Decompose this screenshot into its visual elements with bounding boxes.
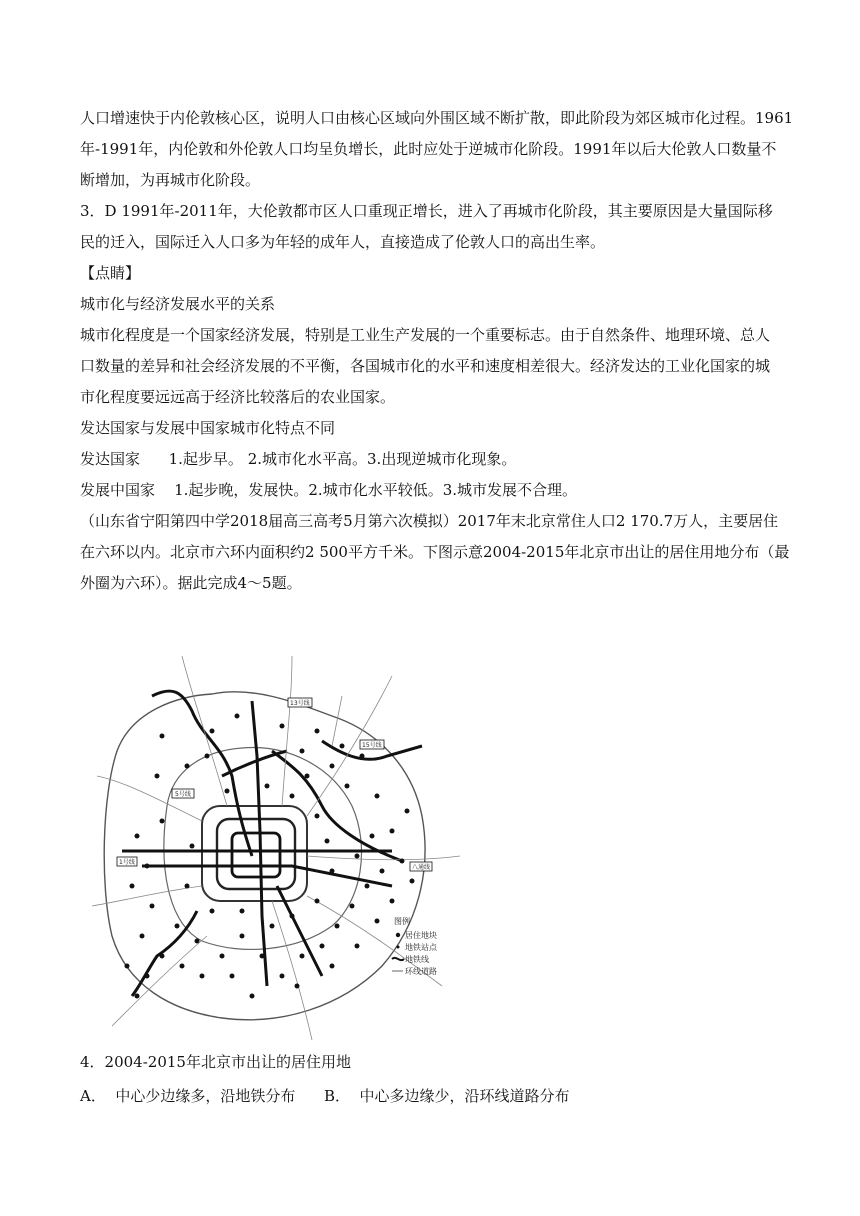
text-line: 人口增速快于内伦敦核心区，说明人口由核心区域向外围区域不断扩散，即此阶段为郊区城市化过程。1961 <box>80 109 794 127</box>
legend-item: 环线道路 <box>405 967 437 976</box>
station-label: 1号线 <box>119 859 135 866</box>
station-label: 八通线 <box>412 864 431 871</box>
paragraph-urbanization-economy <box>80 320 785 413</box>
map-legend <box>392 916 438 976</box>
text-line: 民的迁入，国际迁入人口多为年轻的成年人，直接造成了伦敦人口的高出生率。 <box>80 233 606 251</box>
beijing-residential-land-map <box>92 656 462 1040</box>
paragraph-answer-3 <box>80 196 785 258</box>
text-line: 市化程度要远远高于经济比较落后的农业国家。 <box>80 388 396 406</box>
paragraph-london-suburbanization <box>80 103 794 196</box>
text-line: A． 中心少边缘多，沿地铁分布 B． 中心多边缘少，沿环线道路分布 <box>80 1087 570 1105</box>
paragraph-comparison-title <box>80 413 785 444</box>
text-line: 发达国家 1.起步早。 2.城市化水平高。3.出现逆城市化现象。 <box>80 450 517 468</box>
text-line: 年-1991年，内伦敦和外伦敦人口均呈负增长，此时应处于逆城市化阶段。1991年以后大伦敦人口数量不 <box>80 140 777 158</box>
legend-item: 地铁线 <box>405 955 429 964</box>
legend-item: 居住地块 <box>405 931 437 940</box>
station-label: 15号线 <box>362 742 382 749</box>
paragraph-heading-dianjing <box>80 258 785 289</box>
text-line: 口数量的差异和社会经济发展的不平衡，各国城市化的水平和速度相差很大。经济发达的工业化国家的城 <box>80 357 771 375</box>
legend-title: 图例 <box>394 917 410 926</box>
text-line: 发达国家与发展中国家城市化特点不同 <box>80 419 336 437</box>
second-ring-road <box>232 833 280 877</box>
text-line: 3．D 1991年-2011年，大伦敦都市区人口重现正增长，进入了再城市化阶段，其主要原因是大量国际移 <box>80 202 773 220</box>
text-line: 城市化程度是一个国家经济发展，特别是工业生产发展的一个重要标志。由于自然条件、地理环境、总人 <box>80 326 771 344</box>
paragraph-developed <box>80 444 785 475</box>
text-line: 城市化与经济发展水平的关系 <box>80 295 276 313</box>
legend-item: 地铁站点 <box>405 943 437 952</box>
question-4-stem <box>80 1047 785 1078</box>
third-ring-road <box>217 819 295 889</box>
paragraph-subheading <box>80 289 785 320</box>
text-line: 发展中国家 1.起步晚，发展快。2.城市化水平较低。3.城市发展不合理。 <box>80 481 578 499</box>
paragraph-developing <box>80 475 785 506</box>
question-4-options <box>80 1081 785 1112</box>
station-label: 5号线 <box>175 791 191 798</box>
text-line: 外圈为六环）。据此完成4～5题。 <box>80 574 302 592</box>
text-line: 4．2004-2015年北京市出让的居住用地 <box>80 1053 351 1071</box>
section-heading: 【点睛】 <box>80 264 141 282</box>
text-line: （山东省宁阳第四中学2018届高三高考5月第六次模拟）2017年末北京常住人口2 170.7万人，主要居住 <box>80 512 779 530</box>
text-line: 在六环以内。北京市六环内面积约2 500平方千米。下图示意2004-2015年北京市出让的居住用地分布（最 <box>80 543 790 561</box>
text-line: 断增加，为再城市化阶段。 <box>80 171 261 189</box>
paragraph-question-intro <box>80 506 790 599</box>
subway-lines <box>122 691 422 996</box>
station-label: 13号线 <box>290 700 310 707</box>
